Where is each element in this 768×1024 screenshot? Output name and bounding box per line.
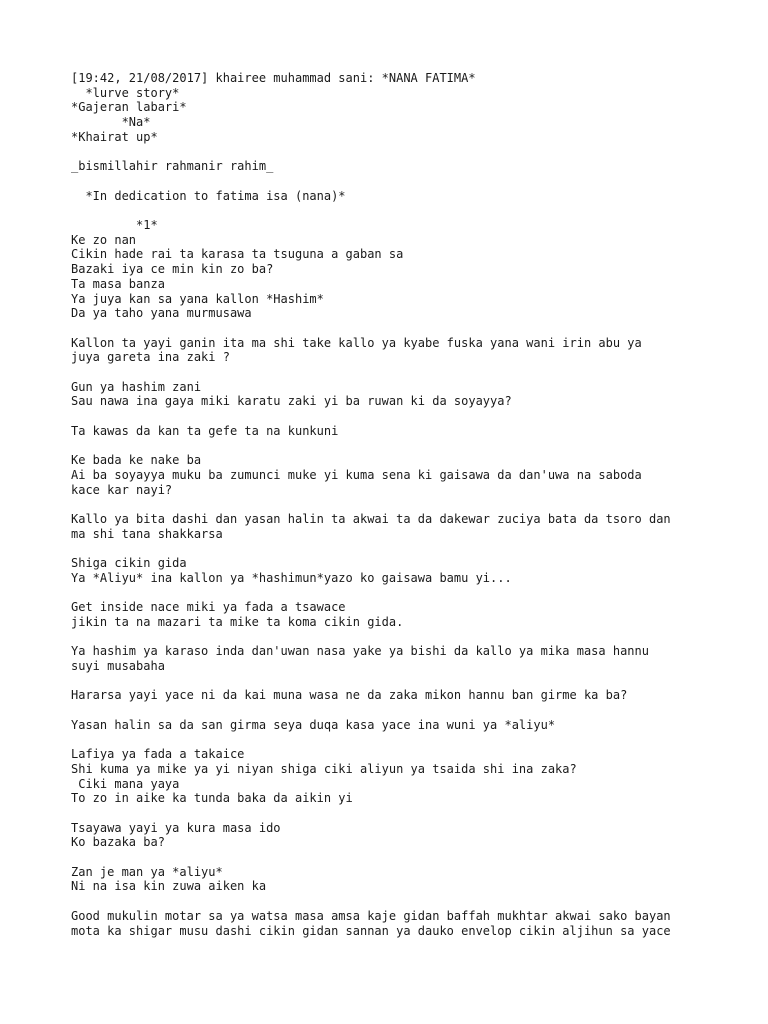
blank-line [71,438,711,453]
text-line: Ya hashim ya karaso inda dan'uwan nasa yake ya bishi da kallo ya mika masa hannu [71,644,649,659]
blank-line [71,321,711,336]
blank-line [71,732,711,747]
text-line: *Na* [71,115,151,130]
text-line: Ta masa banza [71,276,165,291]
text-line: suyi musabaha [71,658,165,673]
blank-line [71,203,711,218]
blank-line [71,585,711,600]
text-line: Da ya taho yana murmusawa [71,306,252,321]
blank-line [71,145,711,160]
text-line: Ai ba soyayya muku ba zumunci muke yi kuma sena ki gaisawa da dan'uwa na saboda [71,467,642,482]
blank-line [71,541,711,556]
text-line: Gun ya hashim zani [71,379,202,394]
text-line: Ko bazaka ba? [71,835,165,850]
blank-line [71,409,711,424]
text-line: Kallon ta yayi ganin ita ma shi take kallo ya kyabe fuska yana wani irin abu ya [71,335,642,350]
text-line: Sau nawa ina gaya miki karatu zaki yi ba ruwan ki da soyayya? [71,394,512,409]
text-line: Tsayawa yayi ya kura masa ido [71,820,281,835]
text-line: Kallo ya bita dashi dan yasan halin ta akwai ta da dakewar zuciya bata da tsoro dan [71,511,671,526]
text-line: Ke bada ke nake ba [71,453,202,468]
document-page [71,71,711,938]
text-line: juya gareta ina zaki ? [71,350,230,365]
text-line: mota ka shigar musu dashi cikin gidan sannan ya dauko envelop cikin aljihun sa yace [71,923,671,938]
text-line: kace kar nayi? [71,482,173,497]
text-line: Shi kuma ya mike ya yi niyan shiga ciki aliyun ya tsaida shi ina zaka? [71,761,577,776]
text-line: *Khairat up* [71,129,158,144]
blank-line [71,850,711,865]
text-line: Shiga cikin gida [71,556,187,571]
text-line: Hararsa yayi yace ni da kai muna wasa ne da zaka mikon hannu ban girme ka ba? [71,688,628,703]
text-line: jikin ta na mazari ta mike ta koma cikin gida. [71,614,404,629]
text-line: Good mukulin motar sa ya watsa masa amsa kaje gidan baffah mukhtar akwai sako bayan [71,908,671,923]
text-line: Yasan halin sa da san girma seya duqa kasa yace ina wuni ya *aliyu* [71,717,556,732]
text-line: *lurve story* [71,85,180,100]
blank-line [71,806,711,821]
blank-line [71,674,711,689]
text-line: Ni na isa kin zuwa aiken ka [71,879,267,894]
text-line: Ya juya kan sa yana kallon *Hashim* [71,291,324,306]
blank-line [71,174,711,189]
text-line: _bismillahir rahmanir rahim_ [71,159,274,174]
text-line: ma shi tana shakkarsa [71,526,223,541]
text-line: Zan je man ya *aliyu* [71,864,223,879]
blank-line [71,894,711,909]
text-line: Cikin hade rai ta karasa ta tsuguna a gaban sa [71,247,404,262]
text-line: *In dedication to fatima isa (nana)* [71,188,346,203]
text-line: Ciki mana yaya [71,776,180,791]
text-line: Ta kawas da kan ta gefe ta na kunkuni [71,423,339,438]
blank-line [71,703,711,718]
blank-line [71,365,711,380]
blank-line [71,630,711,645]
text-line: *Gajeran labari* [71,100,187,115]
blank-line [71,497,711,512]
text-line: Bazaki iya ce min kin zo ba? [71,262,274,277]
text-line: Ya *Aliyu* ina kallon ya *hashimun*yazo ko gaisawa bamu yi... [71,570,512,585]
text-line: Get inside nace miki ya fada a tsawace [71,600,346,615]
text-line: Ke zo nan [71,232,137,247]
text-line: [19:42, 21/08/2017] khairee muhammad sani: *NANA FATIMA* [71,71,476,85]
text-line: Lafiya ya fada a takaice [71,747,245,762]
text-line: To zo in aike ka tunda baka da aikin yi [71,791,353,806]
text-line: *1* [71,217,158,232]
